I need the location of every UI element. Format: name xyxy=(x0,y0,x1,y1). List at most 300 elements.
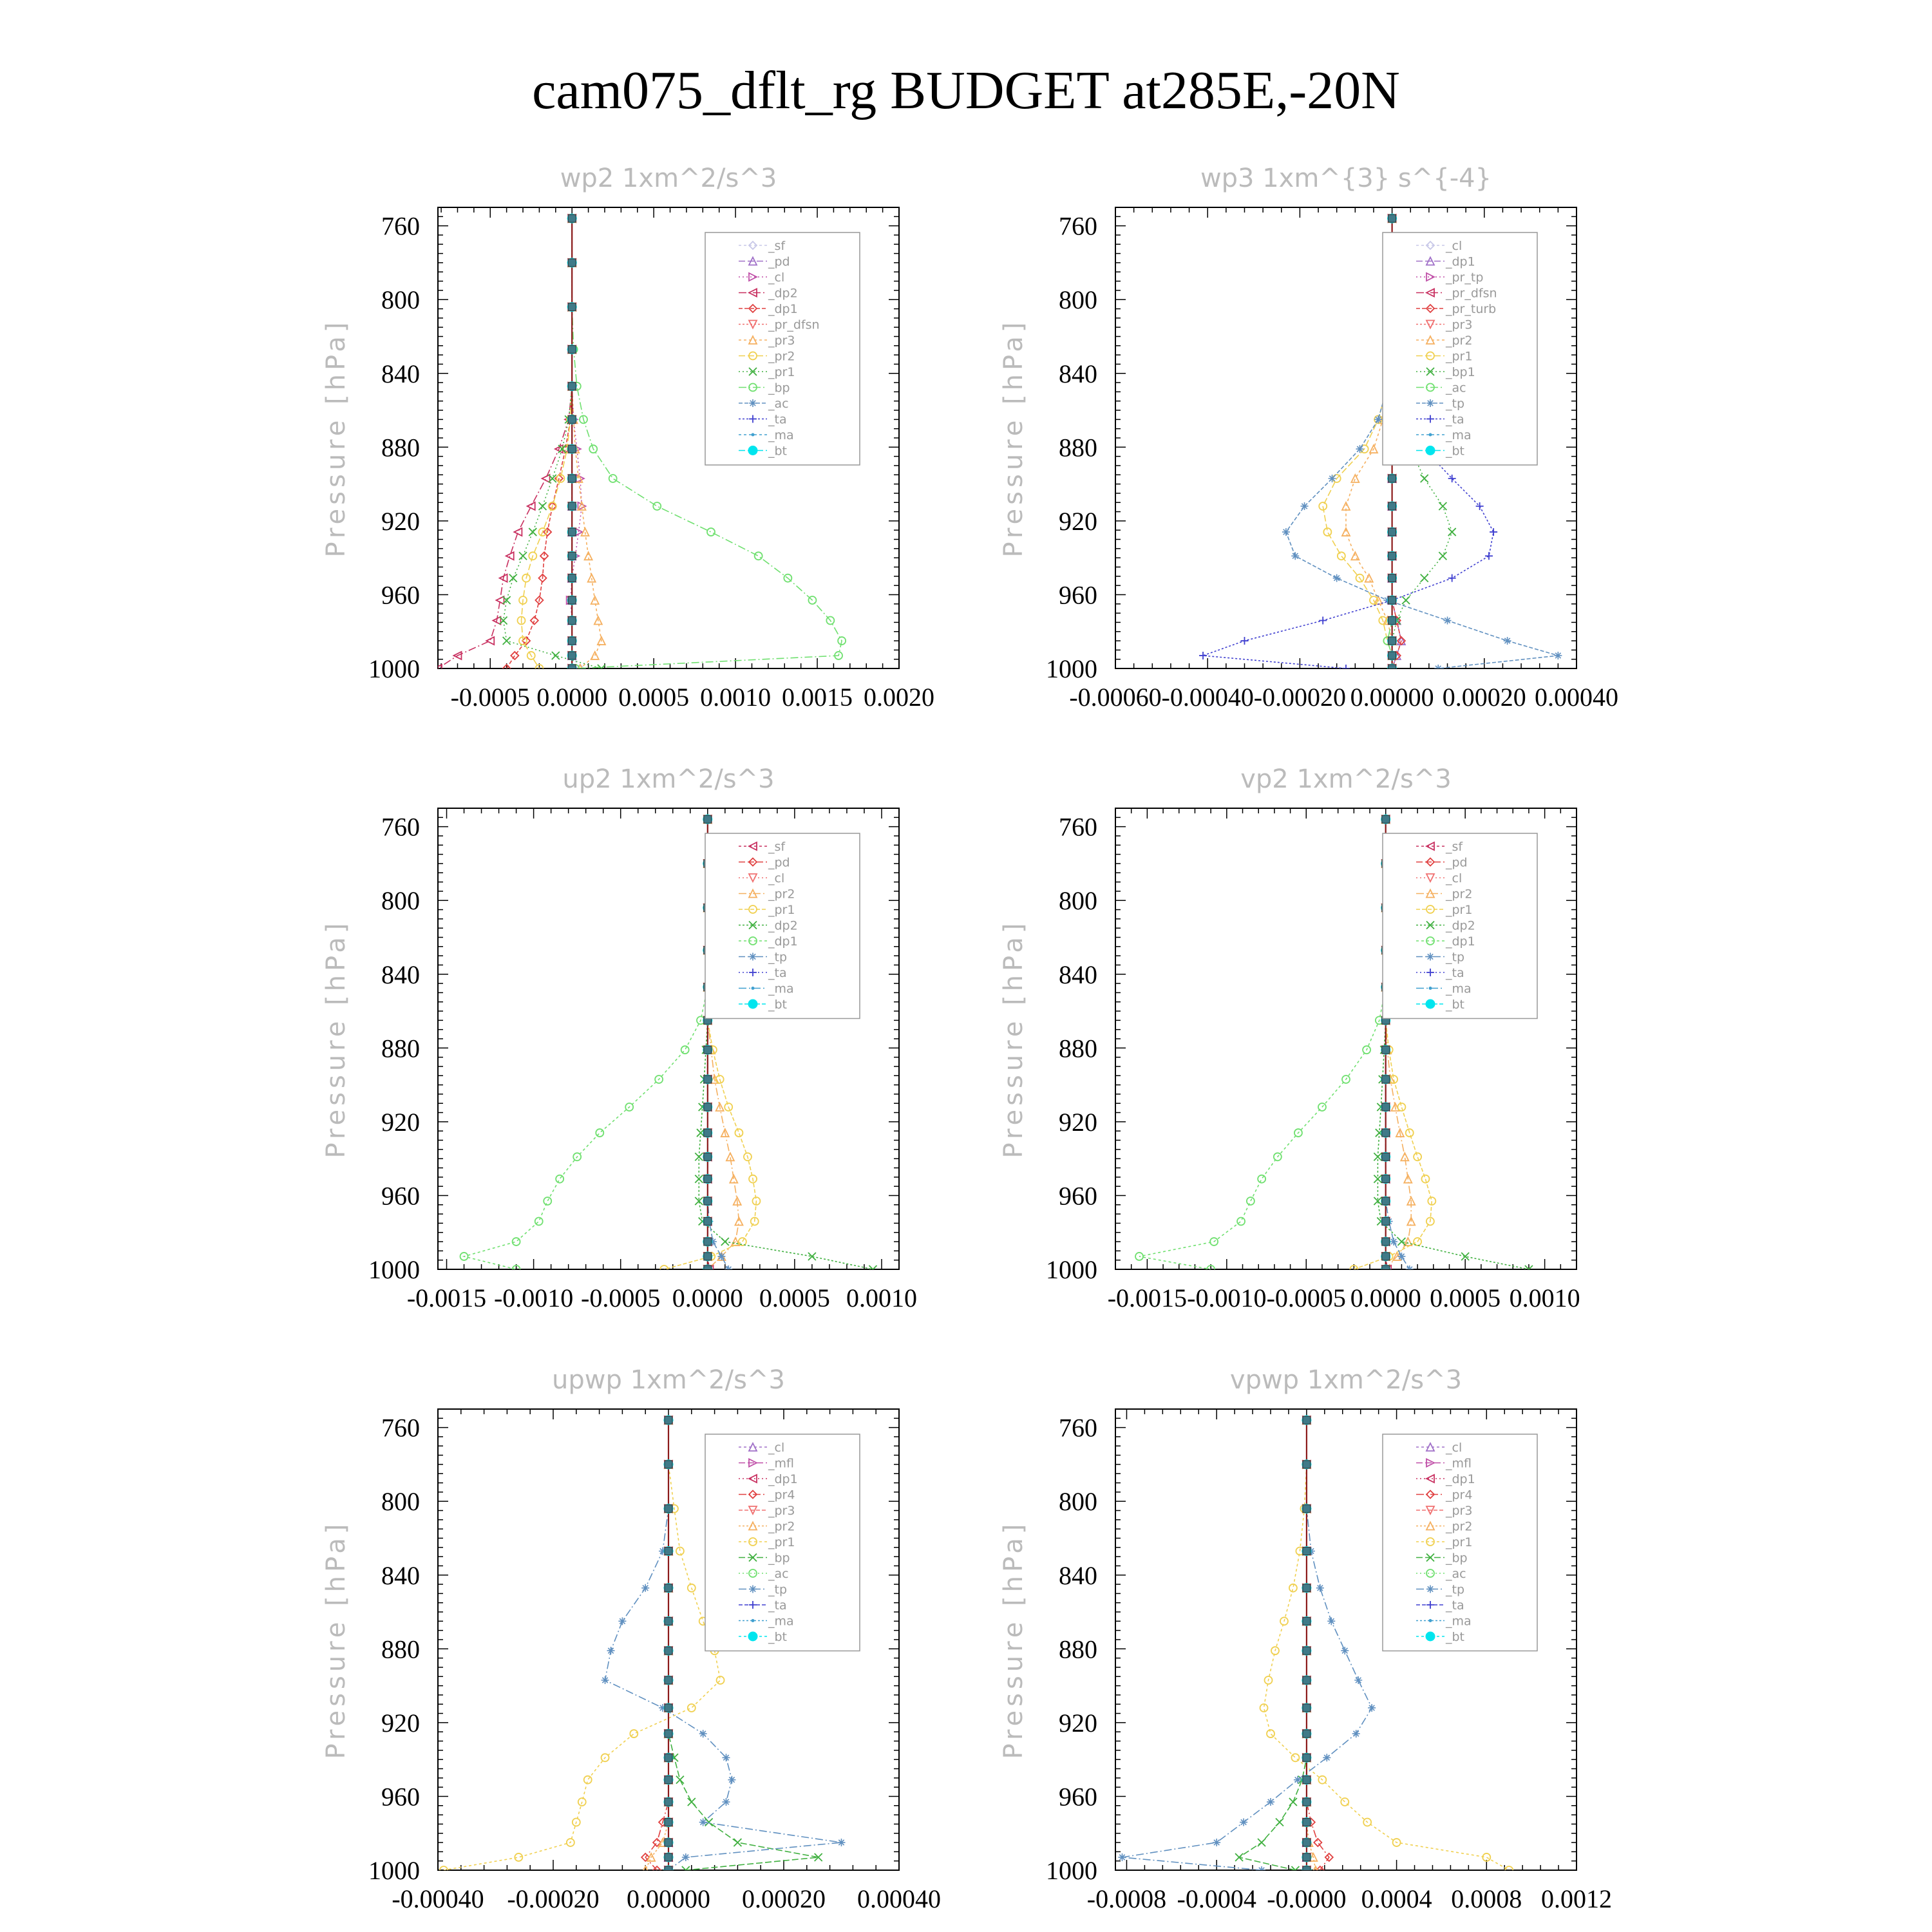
zero-marker xyxy=(1388,552,1396,560)
y-tick-label: 880 xyxy=(1059,1034,1097,1063)
legend-label: _ta xyxy=(768,1598,787,1613)
data-point xyxy=(1291,552,1299,560)
y-axis-label: Pressure [hPa] xyxy=(321,919,351,1159)
legend-marker xyxy=(1426,1632,1435,1641)
legend-label: _ma xyxy=(768,981,794,996)
y-tick-label: 840 xyxy=(1059,1560,1097,1590)
data-point xyxy=(699,1730,707,1738)
zero-marker xyxy=(1303,1730,1311,1738)
x-tick-label: -0.00040 xyxy=(392,1884,484,1913)
data-point xyxy=(1240,637,1248,645)
data-point xyxy=(707,528,715,536)
data-point xyxy=(1319,617,1327,625)
zero-marker xyxy=(1382,1218,1390,1226)
legend-label: _tp xyxy=(1446,397,1465,411)
zero-marker xyxy=(704,1153,712,1160)
x-tick-label: 0.0000 xyxy=(1350,1283,1421,1312)
zero-marker xyxy=(1303,1839,1311,1846)
x-tick-label: 0.0010 xyxy=(700,683,772,712)
zero-marker xyxy=(1382,1265,1390,1273)
data-point xyxy=(1327,1617,1335,1625)
legend-marker xyxy=(748,446,757,455)
panel-title: vpwp 1xm^2/s^3 xyxy=(1229,1365,1463,1395)
data-point xyxy=(739,1238,746,1245)
zero-marker xyxy=(665,1416,672,1424)
legend-label: _ma xyxy=(1446,981,1472,996)
y-tick-label: 800 xyxy=(1059,285,1097,315)
legend-label: _sf xyxy=(768,239,786,253)
y-tick-label: 1000 xyxy=(368,654,420,683)
data-point xyxy=(728,1776,735,1784)
y-tick-label: 880 xyxy=(381,1034,420,1063)
data-point xyxy=(653,502,661,510)
zero-marker xyxy=(1303,1776,1311,1784)
legend xyxy=(705,833,860,1019)
data-point xyxy=(1414,1153,1421,1160)
y-tick-label: 760 xyxy=(381,812,420,842)
legend-label: _pr4 xyxy=(768,1488,795,1502)
legend-label: _ac xyxy=(1446,1567,1466,1581)
legend-label: _mfl xyxy=(1446,1456,1472,1471)
zero-marker xyxy=(1303,1798,1311,1806)
legend-label: _pr1 xyxy=(768,365,795,379)
legend-marker xyxy=(752,1619,755,1622)
y-tick-label: 840 xyxy=(381,960,420,989)
data-point xyxy=(596,1129,603,1137)
legend-label: _pr3 xyxy=(1446,317,1473,332)
zero-marker xyxy=(1303,1676,1311,1684)
legend-label: _ta xyxy=(1446,1598,1464,1613)
zero-marker xyxy=(1388,502,1396,510)
data-point xyxy=(1448,528,1456,536)
series-dp1 xyxy=(503,214,576,672)
zero-marker xyxy=(1303,1866,1311,1874)
zero-marker xyxy=(665,1776,672,1784)
y-tick-label: 880 xyxy=(1059,1634,1097,1664)
legend-label: _pr1 xyxy=(1446,1535,1473,1549)
data-point xyxy=(1316,1584,1324,1592)
zero-marker xyxy=(1388,637,1396,645)
data-point xyxy=(723,1798,730,1806)
y-tick-label: 840 xyxy=(381,1560,420,1590)
legend-label: _pr4 xyxy=(1446,1488,1473,1502)
legend-label: _dp1 xyxy=(768,934,798,949)
x-tick-label: 0.0005 xyxy=(1430,1283,1501,1312)
series-dp2 xyxy=(434,214,576,672)
zero-marker xyxy=(1303,1853,1311,1861)
y-tick-label: 1000 xyxy=(368,1856,420,1885)
x-tick-label: 0.00020 xyxy=(742,1884,826,1913)
y-tick-label: 920 xyxy=(1059,1107,1097,1137)
data-point xyxy=(486,637,494,645)
series-dp1 xyxy=(1135,815,1390,1273)
data-point xyxy=(688,1704,696,1712)
y-tick-label: 920 xyxy=(381,506,420,536)
legend-label: _cl xyxy=(1446,239,1463,253)
series-tp xyxy=(1118,1416,1376,1874)
legend-label: _bt xyxy=(768,1630,788,1644)
y-tick-label: 760 xyxy=(381,1413,420,1443)
y-tick-label: 960 xyxy=(381,1782,420,1812)
data-point xyxy=(506,552,514,560)
data-point xyxy=(1490,528,1497,536)
legend-label: _ac xyxy=(768,1567,789,1581)
legend-label: _dp1 xyxy=(768,302,798,316)
legend-label: _mfl xyxy=(768,1456,794,1471)
legend-label: _ma xyxy=(768,428,794,442)
y-tick-label: 880 xyxy=(381,433,420,462)
legend-marker xyxy=(1429,1619,1432,1622)
legend-label: _pr_tp xyxy=(1446,270,1484,285)
legend-marker xyxy=(1429,987,1432,990)
zero-marker xyxy=(568,665,576,672)
y-tick-label: 760 xyxy=(1059,812,1097,842)
legend-label: _ac xyxy=(768,397,789,411)
zero-marker xyxy=(1382,1075,1390,1083)
legend-label: _pr1 xyxy=(1446,349,1473,364)
legend-marker xyxy=(748,999,757,1009)
data-point xyxy=(723,1754,730,1761)
data-point xyxy=(1397,1103,1405,1111)
data-point xyxy=(1421,475,1428,482)
legend-marker xyxy=(1429,433,1432,437)
y-tick-label: 760 xyxy=(1059,1413,1097,1443)
y-tick-label: 840 xyxy=(1059,359,1097,388)
legend-label: _pr_dfsn xyxy=(1446,286,1497,301)
data-point xyxy=(1323,1754,1331,1761)
y-tick-label: 920 xyxy=(381,1107,420,1137)
legend-marker xyxy=(1426,1586,1434,1593)
data-point xyxy=(755,552,762,560)
data-point xyxy=(1444,617,1452,625)
zero-marker xyxy=(1303,1704,1311,1712)
legend-marker xyxy=(749,1586,757,1593)
zero-marker xyxy=(568,528,576,536)
zero-marker xyxy=(665,1461,672,1468)
data-point xyxy=(538,502,546,510)
legend-label: _pr2 xyxy=(768,1519,795,1534)
data-point xyxy=(544,1197,551,1205)
y-tick-label: 800 xyxy=(381,1487,420,1517)
data-point xyxy=(1294,1776,1302,1784)
x-tick-label: 0.0010 xyxy=(846,1283,917,1312)
legend-label: _pd xyxy=(1446,855,1468,870)
zero-marker xyxy=(568,652,576,659)
data-point xyxy=(1276,1819,1283,1826)
data-point xyxy=(1341,1647,1349,1654)
y-tick-label: 1000 xyxy=(1046,1255,1097,1284)
zero-marker xyxy=(568,502,576,510)
zero-marker xyxy=(568,383,576,390)
data-point xyxy=(1341,1798,1349,1806)
zero-marker xyxy=(1388,665,1396,672)
zero-marker xyxy=(568,574,576,582)
legend-label: _pr_dfsn xyxy=(768,317,820,332)
legend-marker xyxy=(1426,999,1435,1009)
legend-marker xyxy=(752,987,755,990)
data-point xyxy=(529,528,536,536)
y-axis-label: Pressure [hPa] xyxy=(321,1520,351,1759)
data-point xyxy=(1504,637,1511,645)
x-tick-label: -0.00040 xyxy=(1161,683,1254,712)
zero-marker xyxy=(665,1505,672,1513)
data-point xyxy=(1258,1175,1265,1183)
panel-title: wp3 1xm^{3} s^{-4} xyxy=(1200,164,1492,193)
data-point xyxy=(1237,1218,1245,1226)
zero-marker xyxy=(704,1265,712,1273)
series-line xyxy=(464,819,708,1269)
data-point xyxy=(1213,1839,1220,1846)
legend-label: _ta xyxy=(1446,966,1464,980)
data-point xyxy=(1434,665,1442,672)
y-tick-label: 800 xyxy=(1059,1487,1097,1517)
legend-label: _cl xyxy=(768,270,785,285)
legend-label: _bp1 xyxy=(1446,365,1475,379)
x-tick-label: -0.00060 xyxy=(1069,683,1162,712)
data-point xyxy=(601,1676,609,1684)
data-point xyxy=(531,617,538,625)
zero-marker xyxy=(1303,1416,1311,1424)
data-point xyxy=(607,1647,615,1654)
series-line xyxy=(438,218,572,668)
data-point xyxy=(618,1617,626,1625)
data-point xyxy=(1118,1853,1126,1861)
legend-label: _pr3 xyxy=(1446,1504,1473,1518)
data-point xyxy=(676,1776,684,1784)
data-point xyxy=(1240,1819,1247,1826)
y-axis-label: Pressure [hPa] xyxy=(999,318,1028,558)
chart-panel xyxy=(999,164,1618,712)
data-point xyxy=(558,445,566,453)
data-point xyxy=(1351,475,1359,482)
zero-marker xyxy=(1388,574,1396,582)
series-dp1 xyxy=(460,815,712,1273)
x-tick-label: 0.00000 xyxy=(1350,683,1434,712)
data-point xyxy=(735,1129,743,1137)
legend-label: _pr3 xyxy=(768,1504,795,1518)
zero-marker xyxy=(1382,1175,1390,1183)
zero-marker xyxy=(1382,1103,1390,1111)
y-tick-label: 960 xyxy=(1059,580,1097,610)
legend-label: _pr2 xyxy=(1446,1519,1473,1534)
zero-marker xyxy=(568,617,576,625)
y-tick-label: 840 xyxy=(381,359,420,388)
zero-marker xyxy=(665,1584,672,1592)
data-point xyxy=(503,637,511,645)
legend-label: _ta xyxy=(1446,412,1464,427)
legend-label: _ac xyxy=(1446,381,1466,395)
legend-label: _sf xyxy=(768,840,786,854)
data-point xyxy=(717,1676,724,1684)
legend-marker xyxy=(752,433,755,437)
zero-marker xyxy=(1382,1238,1390,1245)
zero-marker xyxy=(665,1704,672,1712)
series-line xyxy=(1239,1420,1307,1870)
x-tick-label: 0.0020 xyxy=(864,683,934,712)
y-tick-label: 1000 xyxy=(1046,1856,1097,1885)
data-point xyxy=(1342,528,1350,536)
legend-label: _pr2 xyxy=(1446,334,1473,348)
legend-label: _bp xyxy=(1446,1551,1468,1566)
y-tick-label: 800 xyxy=(381,886,420,916)
zero-marker xyxy=(704,1253,712,1260)
legend-label: _bt xyxy=(768,998,788,1012)
zero-marker xyxy=(1303,1754,1311,1761)
data-point xyxy=(1402,596,1410,604)
data-point xyxy=(1448,574,1456,582)
data-point xyxy=(1352,1730,1360,1738)
zero-marker xyxy=(1382,1129,1390,1137)
zero-marker xyxy=(1382,1253,1390,1260)
series-line xyxy=(504,218,601,668)
zero-marker xyxy=(704,815,712,823)
legend-label: _sf xyxy=(1446,840,1463,854)
zero-marker xyxy=(704,1218,712,1226)
x-tick-label: 0.00000 xyxy=(627,1884,710,1913)
legend-label: _tp xyxy=(768,1582,788,1597)
series-line xyxy=(1122,1420,1372,1870)
x-tick-label: -0.0004 xyxy=(1177,1884,1256,1913)
zero-marker xyxy=(568,445,576,453)
data-point xyxy=(1267,1798,1274,1806)
data-point xyxy=(1397,1238,1405,1245)
zero-marker xyxy=(1388,617,1396,625)
y-tick-label: 760 xyxy=(1059,211,1097,241)
legend-label: _dp1 xyxy=(768,1472,798,1486)
y-tick-label: 880 xyxy=(1059,433,1097,462)
legend-marker xyxy=(749,399,757,407)
zero-marker xyxy=(1388,652,1396,659)
x-tick-label: 0.0005 xyxy=(759,1283,830,1312)
y-tick-label: 960 xyxy=(381,580,420,610)
y-tick-label: 1000 xyxy=(1046,654,1097,683)
x-tick-label: -0.0005 xyxy=(581,1283,661,1312)
legend-label: _dp2 xyxy=(768,286,798,301)
x-tick-label: -0.0000 xyxy=(1267,1884,1347,1913)
zero-marker xyxy=(1303,1617,1311,1625)
zero-marker xyxy=(1388,596,1396,604)
x-tick-label: -0.0015 xyxy=(406,1283,487,1312)
panel-title: upwp 1xm^2/s^3 xyxy=(552,1365,785,1395)
legend-label: _dp1 xyxy=(1446,934,1475,949)
zero-marker xyxy=(568,596,576,604)
legend-marker xyxy=(1426,446,1435,455)
legend-label: _dp2 xyxy=(1446,918,1475,933)
data-point xyxy=(1258,1839,1265,1846)
x-tick-label: 0.0000 xyxy=(536,683,608,712)
series-pr1 xyxy=(500,214,605,672)
data-point xyxy=(1267,1730,1274,1738)
y-tick-label: 960 xyxy=(381,1181,420,1211)
y-tick-label: 760 xyxy=(381,211,420,241)
zero-marker xyxy=(568,303,576,311)
legend-label: _cl xyxy=(1446,1441,1463,1455)
data-point xyxy=(1314,1839,1321,1846)
zero-marker xyxy=(568,475,576,482)
data-point xyxy=(1421,574,1428,582)
data-point xyxy=(1354,1676,1362,1684)
y-tick-label: 840 xyxy=(1059,960,1097,989)
x-tick-label: -0.0005 xyxy=(1266,1283,1346,1312)
x-tick-label: -0.0005 xyxy=(450,683,530,712)
data-point xyxy=(1374,415,1382,423)
data-point xyxy=(717,1253,725,1260)
legend-label: _bt xyxy=(1446,998,1465,1012)
zero-marker xyxy=(704,1129,712,1137)
x-tick-label: 0.00040 xyxy=(1535,683,1618,712)
zero-marker xyxy=(704,1046,712,1054)
legend-label: _pr2 xyxy=(1446,887,1473,902)
y-axis-label: Pressure [hPa] xyxy=(999,919,1028,1159)
legend-label: _pd xyxy=(768,855,790,870)
chart-panel xyxy=(321,1365,941,1913)
data-point xyxy=(1404,1238,1412,1245)
zero-marker xyxy=(1303,1548,1311,1555)
y-tick-label: 920 xyxy=(381,1708,420,1738)
zero-marker xyxy=(568,415,576,423)
data-point xyxy=(1439,502,1446,510)
legend-label: _dp1 xyxy=(1446,254,1475,269)
zero-marker xyxy=(1382,815,1390,823)
zero-marker xyxy=(665,1754,672,1761)
legend-label: _tp xyxy=(1446,950,1465,965)
legend-label: _ma xyxy=(768,1614,794,1629)
data-point xyxy=(556,1175,564,1183)
x-tick-label: -0.0010 xyxy=(1187,1283,1267,1312)
zero-marker xyxy=(1303,1819,1311,1826)
data-point xyxy=(1554,652,1562,659)
x-tick-label: 0.00020 xyxy=(1442,683,1526,712)
zero-marker xyxy=(1303,1584,1311,1592)
legend-label: _cl xyxy=(768,871,785,886)
legend-label: _pr_turb xyxy=(1446,302,1497,316)
x-tick-label: 0.0015 xyxy=(782,683,853,712)
data-point xyxy=(1235,1853,1243,1861)
legend-label: _bt xyxy=(1446,1630,1465,1644)
x-tick-label: 0.0012 xyxy=(1541,1884,1612,1913)
data-point xyxy=(1406,1265,1414,1273)
y-tick-label: 800 xyxy=(381,285,420,315)
data-point xyxy=(519,552,527,560)
data-point xyxy=(641,1584,649,1592)
legend-label: _cl xyxy=(768,1441,785,1455)
legend-label: _tp xyxy=(768,950,788,965)
legend-label: _dp2 xyxy=(768,918,798,933)
data-point xyxy=(1329,475,1336,482)
y-tick-label: 1000 xyxy=(368,1255,420,1284)
x-tick-label: -0.0010 xyxy=(493,1283,574,1312)
data-point xyxy=(1351,552,1359,560)
y-tick-label: 920 xyxy=(1059,506,1097,536)
data-point xyxy=(527,502,535,510)
legend-label: _pr1 xyxy=(768,1535,795,1549)
zero-marker xyxy=(1303,1647,1311,1654)
series-line xyxy=(1139,819,1386,1269)
data-point xyxy=(1390,1238,1397,1245)
data-point xyxy=(1365,574,1373,582)
series-bp xyxy=(1235,1416,1311,1874)
x-tick-label: 0.0005 xyxy=(618,683,690,712)
legend-label: _ma xyxy=(1446,1614,1472,1629)
chart-panel xyxy=(321,164,934,712)
x-tick-label: 0.0004 xyxy=(1361,1884,1432,1913)
data-point xyxy=(630,1730,638,1738)
data-point xyxy=(1258,1866,1265,1874)
zero-marker xyxy=(665,1839,672,1846)
legend-label: _bp xyxy=(768,1551,790,1566)
zero-marker xyxy=(1388,214,1396,222)
legend xyxy=(1383,1434,1537,1651)
